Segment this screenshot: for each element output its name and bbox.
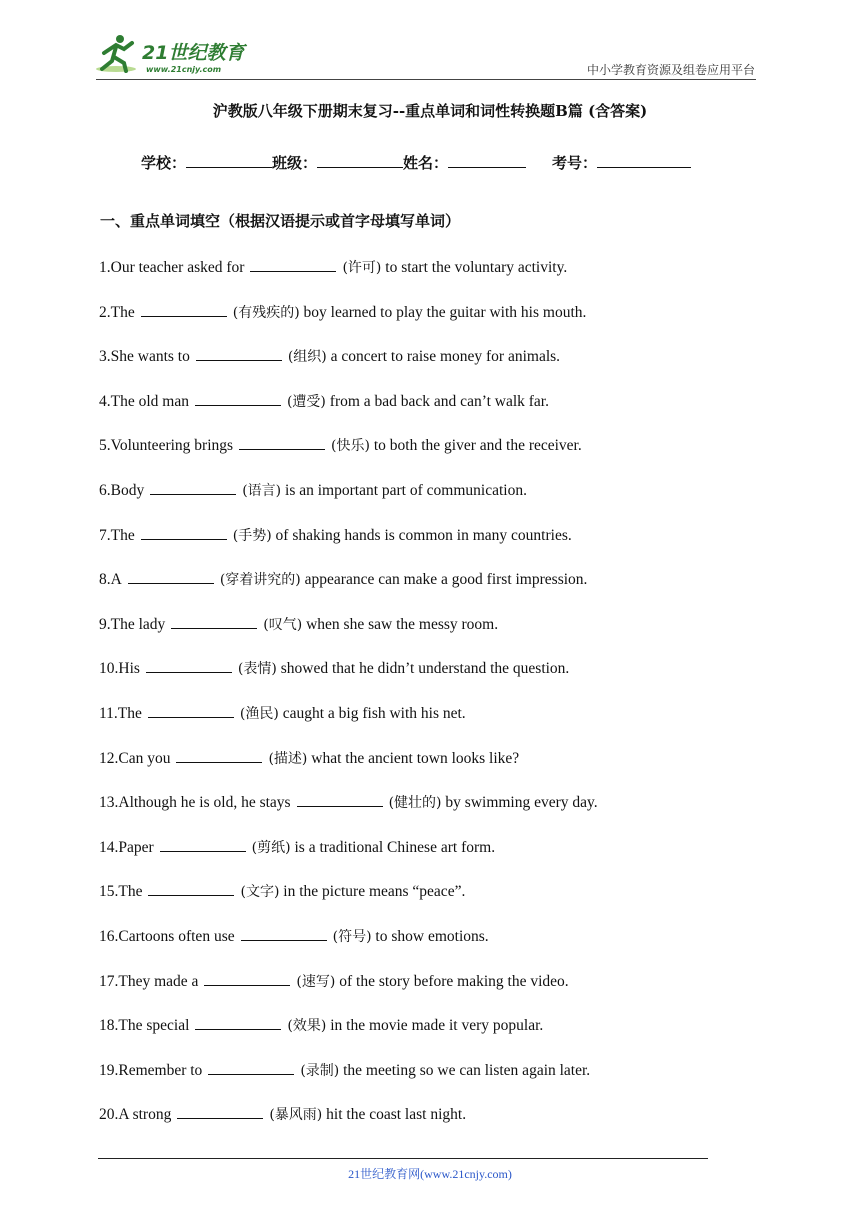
school-field[interactable] xyxy=(186,153,272,168)
question-text-rest: hit the coast last night. xyxy=(322,1106,467,1124)
question-item xyxy=(99,881,465,901)
class-field[interactable] xyxy=(317,153,403,168)
question-item xyxy=(99,926,489,946)
question-item xyxy=(99,792,598,812)
question-item xyxy=(99,257,567,277)
chinese-hint: (语言) xyxy=(242,483,282,499)
name-label: 姓名： xyxy=(403,154,449,172)
question-item xyxy=(99,302,586,322)
question-text: 12.Can you xyxy=(99,749,171,767)
chinese-hint: (剪纸) xyxy=(251,839,291,856)
question-text-rest: in the movie made it very popular. xyxy=(326,1017,544,1035)
question-text: 10.His xyxy=(99,660,140,678)
question-item xyxy=(99,1060,590,1080)
page-title: 沪教版八年级下册期末复习--重点单词和词性转换题B篇 (含答案) xyxy=(212,102,648,120)
question-item xyxy=(99,569,587,589)
question-text: 14.Paper xyxy=(99,838,154,856)
answer-blank[interactable] xyxy=(204,973,290,986)
chinese-hint: (健壮的) xyxy=(388,795,442,812)
chinese-hint: (穿着讲究的) xyxy=(219,572,301,589)
answer-blank[interactable] xyxy=(177,1106,263,1119)
question-item xyxy=(99,1015,543,1035)
chinese-hint: (渔民) xyxy=(239,706,279,722)
question-text: 11.The xyxy=(99,705,142,722)
question-item xyxy=(99,346,560,366)
question-text: 8.A xyxy=(99,571,122,589)
question-text: 20.A strong xyxy=(99,1106,172,1124)
question-item xyxy=(99,391,549,411)
section-title: 一、重点单词填空（根据汉语提示或首字母填写单词） xyxy=(100,212,461,230)
platform-name: 中小学教育资源及组卷应用平台 xyxy=(586,63,755,77)
exam-no-label: 考号： xyxy=(552,154,598,172)
answer-blank[interactable] xyxy=(297,794,383,807)
question-text: 13.Although he is old, he stays xyxy=(99,794,291,812)
question-text: 2.The xyxy=(99,303,135,321)
answer-blank[interactable] xyxy=(241,928,327,941)
question-item xyxy=(99,748,519,768)
question-text-rest: in the picture means “peace”. xyxy=(279,883,466,901)
question-text-rest: what the ancient town looks like? xyxy=(307,749,520,767)
answer-blank[interactable] xyxy=(250,259,336,272)
chinese-hint: (许可) xyxy=(342,260,382,276)
question-item xyxy=(99,480,527,500)
question-text-rest: of the story before making the video. xyxy=(335,972,569,990)
question-item xyxy=(99,703,466,723)
question-text: 3.She wants to xyxy=(99,348,190,366)
footer-text: 21世纪教育网(www.21cnjy.com) xyxy=(348,1167,512,1181)
answer-blank[interactable] xyxy=(128,571,214,584)
answer-blank[interactable] xyxy=(146,660,232,673)
header-divider xyxy=(96,79,756,80)
answer-blank[interactable] xyxy=(150,482,236,495)
student-info-row xyxy=(141,152,691,173)
question-text: 19.Remember to xyxy=(99,1061,203,1079)
answer-blank[interactable] xyxy=(195,1017,281,1030)
question-item xyxy=(99,614,498,634)
chinese-hint: (文字) xyxy=(240,884,280,901)
answer-blank[interactable] xyxy=(141,527,227,540)
answer-blank[interactable] xyxy=(148,883,234,896)
question-text-rest: caught a big fish with his net. xyxy=(278,705,466,722)
question-text-rest: by swimming every day. xyxy=(441,794,598,812)
question-text: 7.The xyxy=(99,526,135,544)
footer-divider xyxy=(98,1158,708,1159)
answer-blank[interactable] xyxy=(195,393,281,406)
question-text-rest: from a bad back and can’t walk far. xyxy=(325,392,549,410)
question-text: 16.Cartoons often use xyxy=(99,928,235,945)
question-text: 9.The lady xyxy=(99,615,166,633)
chinese-hint: (效果) xyxy=(287,1018,327,1035)
chinese-hint: (录制) xyxy=(300,1062,340,1079)
chinese-hint: (叹气) xyxy=(263,616,303,633)
question-text-rest: appearance can make a good first impression. xyxy=(300,571,588,589)
question-text-rest: to both the giver and the receiver. xyxy=(369,437,582,455)
chinese-hint: (组织) xyxy=(287,349,327,366)
question-item xyxy=(99,658,569,678)
answer-blank[interactable] xyxy=(141,304,227,317)
question-text: 6.Body xyxy=(99,482,145,499)
question-text: 1.Our teacher asked for xyxy=(99,259,245,276)
question-text: 4.The old man xyxy=(99,392,189,410)
question-item xyxy=(99,435,582,455)
chinese-hint: (符号) xyxy=(332,929,372,945)
class-label: 班级： xyxy=(272,154,318,172)
question-text-rest: the meeting so we can listen again later. xyxy=(339,1061,591,1079)
question-text: 17.They made a xyxy=(99,972,199,990)
question-item xyxy=(99,971,569,991)
chinese-hint: (有残疾的) xyxy=(232,304,300,321)
question-text-rest: to show emotions. xyxy=(371,928,489,945)
logo-url: www.21cnjy.com xyxy=(146,65,222,74)
site-logo xyxy=(94,33,264,78)
chinese-hint: (暴风雨) xyxy=(269,1107,323,1124)
logo-text: 21世纪教育 xyxy=(142,42,245,64)
question-text-rest: a concert to raise money for animals. xyxy=(326,348,561,366)
answer-blank[interactable] xyxy=(208,1062,294,1075)
answer-blank[interactable] xyxy=(239,437,325,450)
question-text-rest: to start the voluntary activity. xyxy=(381,259,568,276)
question-text-rest: is a traditional Chinese art form. xyxy=(290,838,496,856)
name-field[interactable] xyxy=(448,153,526,168)
question-text: 18.The special xyxy=(99,1017,190,1035)
question-item xyxy=(99,525,572,545)
question-text-rest: of shaking hands is common in many countries. xyxy=(271,526,572,544)
question-text-rest: boy learned to play the guitar with his mouth. xyxy=(299,303,587,321)
answer-blank[interactable] xyxy=(196,348,282,361)
chinese-hint: (遭受) xyxy=(286,393,326,410)
school-label: 学校： xyxy=(141,154,187,172)
chinese-hint: (描述) xyxy=(268,750,308,767)
answer-blank[interactable] xyxy=(176,750,262,763)
exam-no-field[interactable] xyxy=(597,153,691,168)
answer-blank[interactable] xyxy=(171,616,257,629)
answer-blank[interactable] xyxy=(148,705,234,718)
question-text: 5.Volunteering brings xyxy=(99,437,234,455)
chinese-hint: (速写) xyxy=(296,973,336,990)
question-item xyxy=(99,1104,466,1124)
question-item xyxy=(99,837,495,857)
chinese-hint: (表情) xyxy=(237,661,277,678)
answer-blank[interactable] xyxy=(160,839,246,852)
question-text-rest: is an important part of communication. xyxy=(281,482,527,499)
question-text: 15.The xyxy=(99,883,143,901)
question-text-rest: showed that he didn’t understand the question. xyxy=(276,660,570,678)
question-text-rest: when she saw the messy room. xyxy=(302,615,499,633)
chinese-hint: (快乐) xyxy=(331,438,370,455)
chinese-hint: (手势) xyxy=(232,527,272,544)
